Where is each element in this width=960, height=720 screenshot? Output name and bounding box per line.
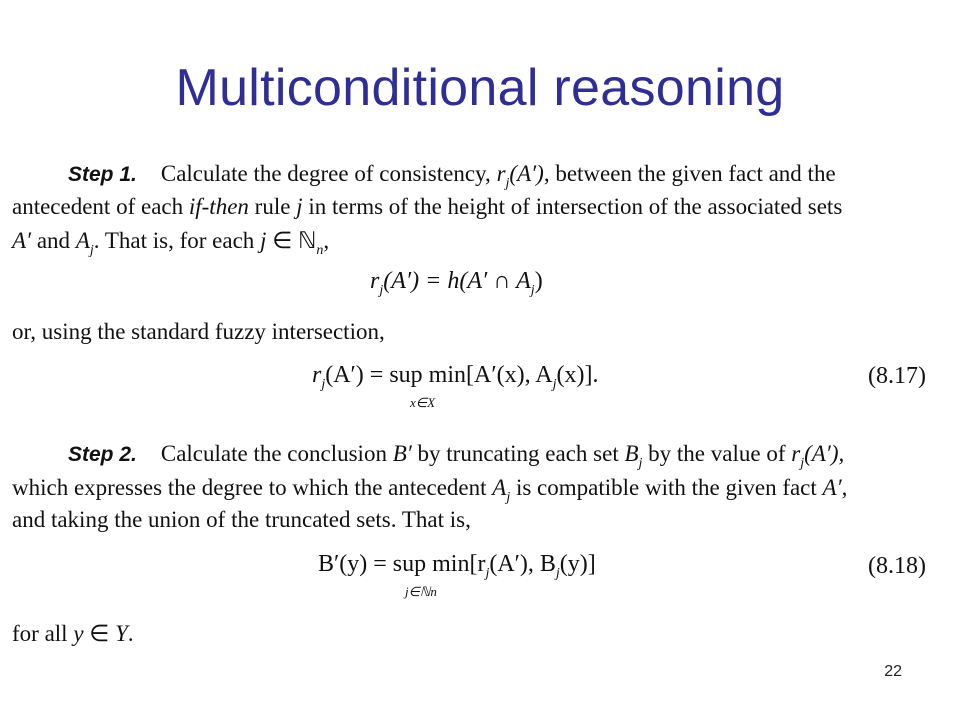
step1-r-arg: (A′)	[509, 161, 544, 186]
step1-line3	[12, 227, 329, 265]
step2-line1	[68, 440, 844, 478]
slide-title: Multiconditional reasoning	[175, 59, 785, 117]
final-period: .	[127, 621, 134, 646]
height-eq-body: (A′) = h(A′ ∩ A	[383, 268, 531, 294]
step2-line2-a: which expresses the degree to which the antecedent	[12, 475, 493, 500]
step2-line2-e: ,	[841, 475, 848, 500]
eq817-r: r	[312, 362, 322, 388]
step2-aj-sub: j	[506, 490, 511, 505]
height-eq-sub1: j	[379, 283, 384, 298]
step2-aprime: A′	[822, 475, 842, 500]
step2-c: by truncating each set	[411, 441, 625, 466]
step1-nat-sub: n	[316, 243, 324, 258]
eq817-number: (8.17)	[868, 363, 926, 389]
height-equation	[370, 268, 543, 299]
step2-b: B	[624, 441, 639, 466]
step1-and: and	[31, 228, 76, 253]
step1-end: , between the given fact and the	[543, 161, 836, 186]
final-in: ∈	[83, 621, 116, 646]
equation-8-18	[318, 551, 596, 582]
eq817-sub2: j	[552, 377, 557, 392]
eq818-sub2: j	[555, 566, 560, 581]
step1-j: j	[296, 194, 303, 219]
step2-g: (A′),	[804, 441, 845, 466]
step1-j2: j	[260, 228, 267, 253]
height-eq-sub2: j	[530, 283, 535, 298]
step1-r-symbol: r	[496, 161, 506, 186]
step2-aj: A	[492, 475, 507, 500]
eq818-sub1: j	[485, 566, 490, 581]
step2-bprime: B′	[392, 441, 412, 466]
step1-r-sub: j	[505, 176, 510, 191]
step1-text: Calculate the degree of consistency,	[160, 161, 497, 186]
step1-nat: ∈ ℕ	[266, 228, 317, 253]
step2-r: r	[791, 441, 801, 466]
final-Y: Y	[115, 621, 128, 646]
equation-8-17	[312, 362, 598, 393]
step1-that-is: . That is, for each	[93, 228, 261, 253]
step2-label: Step 2.	[68, 443, 137, 466]
step1-ifthen: if-then	[188, 194, 249, 219]
final-line	[12, 620, 134, 648]
step1-a: A	[75, 228, 90, 253]
eq817-body: (A′) = sup min[A′(x), A	[325, 362, 553, 388]
eq818-end: (y)]	[559, 551, 596, 577]
step1-a-sub: j	[89, 243, 94, 258]
step2-e: by the value of	[642, 441, 792, 466]
or-line: or, using the standard fuzzy intersection,	[12, 319, 385, 344]
page-number: 22	[884, 663, 902, 680]
step2-a: Calculate the conclusion	[160, 441, 393, 466]
step1-comma: ,	[323, 228, 330, 253]
eq817-sub1: j	[321, 377, 326, 392]
eq817-under: x∈X	[410, 395, 436, 410]
eq818-number: (8.18)	[868, 553, 926, 579]
eq818-mid: (A′), B	[489, 551, 556, 577]
step1-label: Step 1.	[68, 163, 137, 186]
step2-b-sub: j	[638, 456, 643, 471]
eq817-end: (x)].	[556, 362, 599, 388]
step1-line2-a: antecedent of each	[12, 194, 189, 219]
final-a: for all	[12, 621, 74, 646]
step1-line2-c: in terms of the height of intersection of the associated sets	[302, 194, 843, 219]
eq818-under: j∈ℕn	[405, 584, 437, 599]
step1-aprime: A′	[12, 228, 32, 253]
step1-line2-b: rule	[248, 194, 297, 219]
height-eq-end: )	[534, 268, 543, 294]
step2-r-sub: j	[800, 456, 805, 471]
step2-line3: and taking the union of the truncated sets. That is,	[12, 507, 471, 532]
step2-line2-c: is compatible with the given fact	[510, 475, 823, 500]
final-y: y	[73, 621, 84, 646]
step1-line2	[12, 193, 842, 221]
height-eq-r: r	[370, 268, 380, 294]
eq818-body: B′(y) = sup min[r	[318, 551, 486, 577]
